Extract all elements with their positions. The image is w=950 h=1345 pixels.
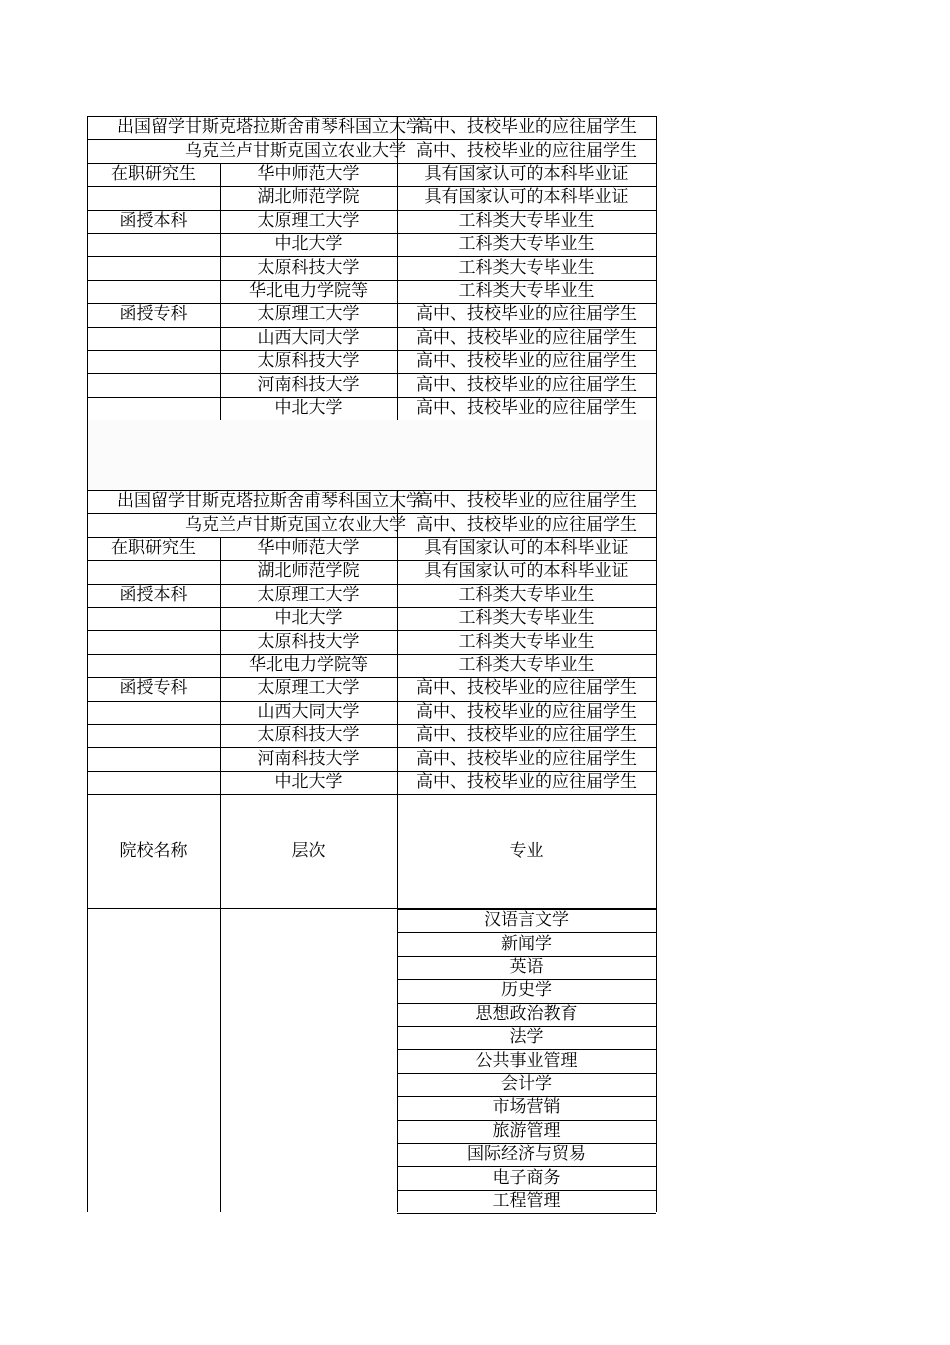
row-border (87, 373, 656, 374)
major-item: 汉语言文学 (484, 910, 569, 931)
program-type-cell: 函授本科 (119, 584, 188, 605)
major-item: 国际经济与贸易 (467, 1144, 586, 1165)
row-border (87, 537, 656, 538)
school-name-cell: 中北大学 (274, 772, 343, 792)
requirement-cell: 高中、技校毕业的应往届学生 (416, 678, 637, 699)
school-name-cell: 出国留学甘斯克塔拉斯舍甫琴科国立大学 (117, 491, 423, 512)
program-type-cell: 函授本科 (119, 210, 188, 231)
major-item: 法学 (509, 1027, 544, 1048)
col-border (397, 908, 398, 1212)
col-border (397, 490, 398, 794)
header-major: 专业 (509, 840, 544, 861)
row-border (87, 116, 656, 117)
school-name-cell: 湖北师范学院 (257, 187, 360, 208)
row-border (87, 630, 656, 631)
col-border (656, 116, 657, 420)
requirement-cell: 高中、技校毕业的应往届学生 (416, 748, 637, 769)
row-border (87, 397, 656, 398)
requirement-cell: 高中、技校毕业的应往届学生 (416, 398, 637, 418)
school-name-cell: 华北电力学院等 (249, 281, 368, 301)
requirement-cell: 高中、技校毕业的应往届学生 (416, 117, 637, 138)
school-name-cell: 太原理工大学 (257, 210, 360, 231)
requirement-cell: 高中、技校毕业的应往届学生 (416, 514, 637, 535)
school-name-cell: 中北大学 (274, 234, 343, 255)
requirement-cell: 高中、技校毕业的应往届学生 (416, 725, 637, 746)
requirement-cell: 具有国家认可的本科毕业证 (424, 538, 629, 558)
requirement-cell: 具有国家认可的本科毕业证 (424, 561, 629, 582)
col-border (397, 116, 398, 420)
major-item: 电子商务 (492, 1167, 561, 1188)
major-item: 英语 (509, 957, 544, 977)
requirement-cell: 工科类大专毕业生 (458, 608, 595, 629)
row-border (87, 186, 656, 187)
row-border (87, 747, 656, 748)
header-school: 院校名称 (119, 840, 188, 861)
requirement-cell: 具有国家认可的本科毕业证 (424, 164, 629, 184)
row-border (87, 654, 656, 655)
program-type-cell: 函授专科 (119, 304, 188, 325)
school-name-cell: 华中师范大学 (257, 164, 360, 184)
col-border (220, 908, 221, 1212)
requirement-cell: 工科类大专毕业生 (458, 234, 595, 255)
requirement-cell: 高中、技校毕业的应往届学生 (416, 327, 637, 348)
requirement-cell: 高中、技校毕业的应往届学生 (416, 140, 637, 161)
row-border (87, 724, 656, 725)
program-type-cell: 在职研究生 (111, 538, 196, 558)
school-name-cell: 乌克兰卢甘斯克国立农业大学 (185, 514, 406, 535)
school-name-cell: 中北大学 (274, 608, 343, 629)
requirement-cell: 具有国家认可的本科毕业证 (424, 187, 629, 208)
col-border (656, 420, 657, 490)
major-item: 旅游管理 (492, 1120, 561, 1141)
requirement-cell: 高中、技校毕业的应往届学生 (416, 701, 637, 722)
major-item: 新闻学 (501, 933, 552, 954)
row-border (397, 1213, 656, 1214)
col-border (656, 490, 657, 794)
school-name-cell: 乌克兰卢甘斯克国立农业大学 (185, 140, 406, 161)
row-border (87, 560, 656, 561)
col-border (220, 163, 221, 420)
row-border (87, 701, 656, 702)
requirement-cell: 工科类大专毕业生 (458, 210, 595, 231)
col-border (87, 908, 88, 1212)
header-level: 层次 (291, 840, 326, 861)
school-name-cell: 太原理工大学 (257, 678, 360, 699)
school-name-cell: 华中师范大学 (257, 538, 360, 558)
row-border (87, 233, 656, 234)
major-item: 市场营销 (492, 1097, 561, 1118)
row-border (87, 303, 656, 304)
school-name-cell: 华北电力学院等 (249, 655, 368, 675)
col-border (656, 794, 657, 908)
program-type-cell: 函授专科 (119, 678, 188, 699)
school-name-cell: 中北大学 (274, 398, 343, 418)
col-border (87, 490, 88, 794)
requirement-cell: 工科类大专毕业生 (458, 655, 595, 675)
col-border (656, 908, 657, 1212)
row-border (87, 256, 656, 257)
school-name-cell: 太原理工大学 (257, 304, 360, 325)
school-name-cell: 太原科技大学 (257, 257, 360, 278)
row-border (397, 909, 656, 910)
row-border (87, 163, 656, 164)
requirement-cell: 高中、技校毕业的应往届学生 (416, 772, 637, 792)
school-name-cell: 山西大同大学 (257, 701, 360, 722)
requirement-cell: 高中、技校毕业的应往届学生 (416, 351, 637, 372)
major-item: 思想政治教育 (475, 1003, 578, 1024)
school-name-cell: 太原理工大学 (257, 584, 360, 605)
requirement-cell: 工科类大专毕业生 (458, 631, 595, 652)
requirement-cell: 工科类大专毕业生 (458, 281, 595, 301)
school-name-cell: 出国留学甘斯克塔拉斯舍甫琴科国立大学 (117, 117, 423, 138)
row-border (87, 210, 656, 211)
school-name-cell: 太原科技大学 (257, 631, 360, 652)
row-border (87, 513, 656, 514)
col-border (220, 537, 221, 794)
requirement-cell: 高中、技校毕业的应往届学生 (416, 304, 637, 325)
row-border (87, 490, 656, 491)
major-item: 公共事业管理 (475, 1050, 578, 1071)
row-border (87, 794, 656, 795)
row-border (87, 607, 656, 608)
requirement-cell: 工科类大专毕业生 (458, 257, 595, 278)
school-name-cell: 太原科技大学 (257, 725, 360, 746)
blank-cell (88, 420, 656, 490)
major-item: 工程管理 (492, 1191, 561, 1211)
row-border (87, 350, 656, 351)
row-border (87, 677, 656, 678)
requirement-cell: 高中、技校毕业的应往届学生 (416, 374, 637, 395)
major-item: 会计学 (501, 1074, 552, 1094)
row-border (87, 280, 656, 281)
school-name-cell: 山西大同大学 (257, 327, 360, 348)
row-border (87, 327, 656, 328)
school-name-cell: 太原科技大学 (257, 351, 360, 372)
school-name-cell: 河南科技大学 (257, 748, 360, 769)
school-name-cell: 河南科技大学 (257, 374, 360, 395)
col-border (87, 116, 88, 420)
school-name-cell: 湖北师范学院 (257, 561, 360, 582)
major-item: 历史学 (501, 980, 552, 1001)
row-border (87, 771, 656, 772)
program-type-cell: 在职研究生 (111, 164, 196, 184)
row-border (87, 139, 656, 140)
row-border (87, 584, 656, 585)
requirement-cell: 工科类大专毕业生 (458, 584, 595, 605)
requirement-cell: 高中、技校毕业的应往届学生 (416, 491, 637, 512)
